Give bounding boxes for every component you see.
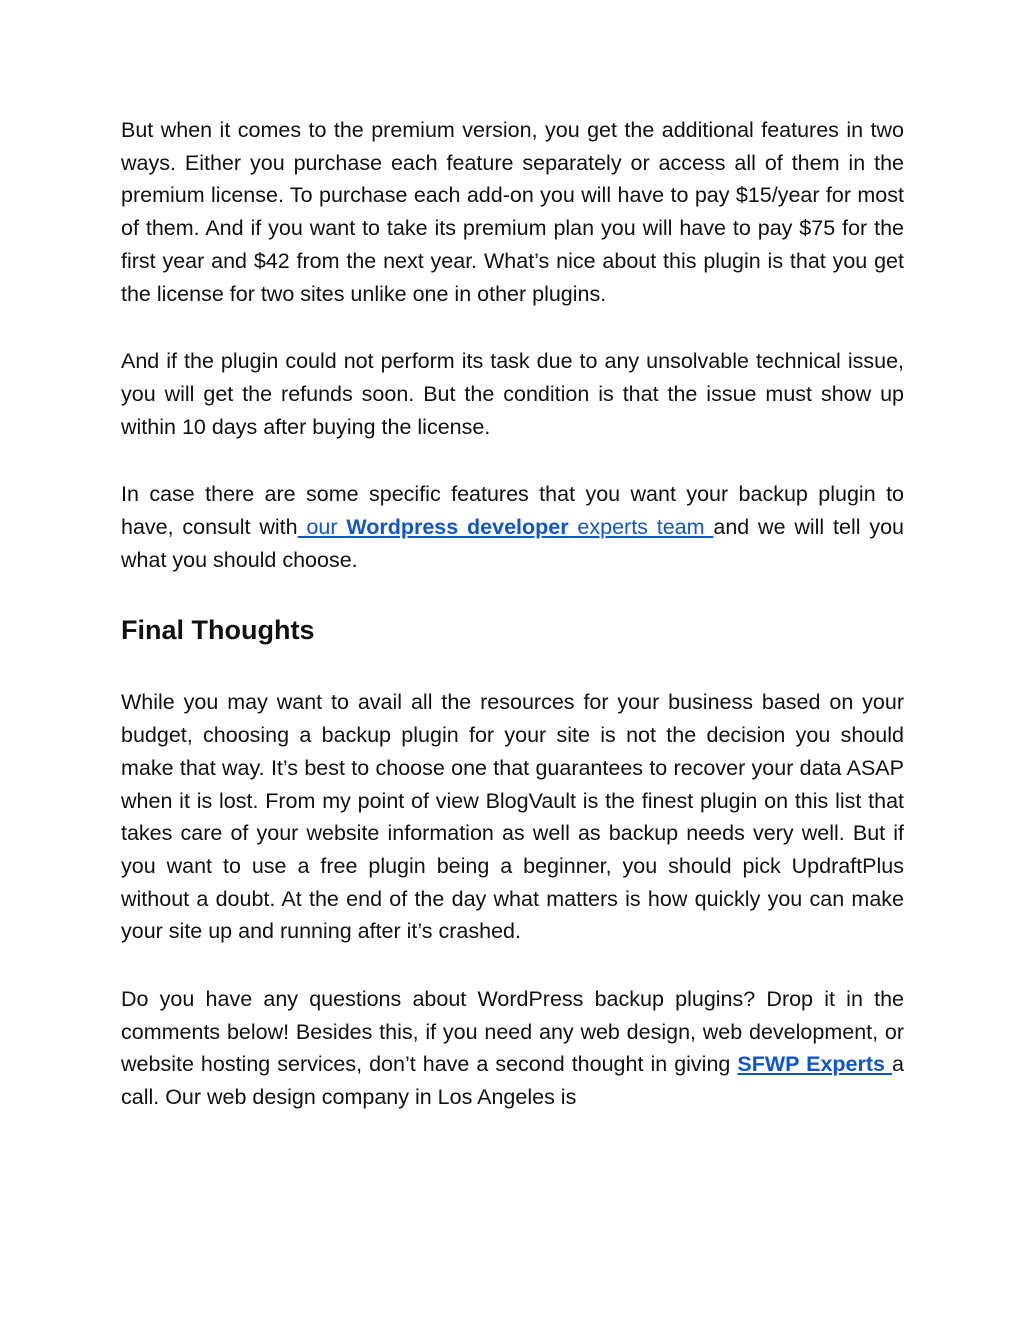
paragraph-refund-policy: And if the plugin could not perform its task due to any unsolvable technical issue, you will get the refunds soon. But the condition is that the issue must show up within 10 days after buying the license. [121, 349, 904, 439]
consult-text-after: and we will tell you what you should choose. [121, 515, 904, 572]
link-text-our: our [297, 515, 347, 540]
sfwp-experts-link-text: SFWP Experts [737, 1052, 893, 1077]
questions-text-before: Do you have any questions about WordPress backup plugins? Drop it in the comments below! Besides this, if you need any web design, web development, or website hosting services, don’t have a second thought in giving [121, 987, 904, 1077]
paragraph-consult-team [121, 478, 904, 576]
questions-text-after: a call. Our web design company in Los Angeles is [121, 1052, 904, 1110]
document-page [121, 114, 904, 1114]
paragraph-premium-version: But when it comes to the premium version, you get the additional features in two ways. Either you purchase each feature separately or access all of them in the premium license. To purchase each add-on you will have to pay $15/year for most of them. And if you want to take its premium plan you will have to pay $75 for the first year and $42 from the next year. What’s nice about this plugin is that you get the license for two sites unlike one in other plugins. [121, 118, 904, 306]
wordpress-developer-link[interactable] [298, 515, 714, 539]
consult-text-before: In case there are some specific features that you want your backup plugin to have, consult with [121, 482, 904, 540]
paragraph-questions [121, 983, 904, 1114]
section-heading-final-thoughts: Final Thoughts [121, 615, 315, 646]
paragraph-final-thoughts: While you may want to avail all the resources for your business based on your budget, choosing a backup plugin for your site is not the decision you should make that way. It’s best to choose one that guarantees to recover your data ASAP when it is lost. From my point of view BlogVault is the finest plugin on this list that takes care of your website information as well as backup needs very well. But if you want to use a free plugin being a beginner, you should pick UpdraftPlus without a doubt. At the end of the day what matters is how quickly you can make your site up and running after it’s crashed. [121, 690, 904, 944]
link-text-wordpress-developer: Wordpress developer [346, 515, 569, 540]
sfwp-experts-link[interactable] [737, 1052, 892, 1076]
link-text-experts-team: experts team [568, 515, 714, 540]
